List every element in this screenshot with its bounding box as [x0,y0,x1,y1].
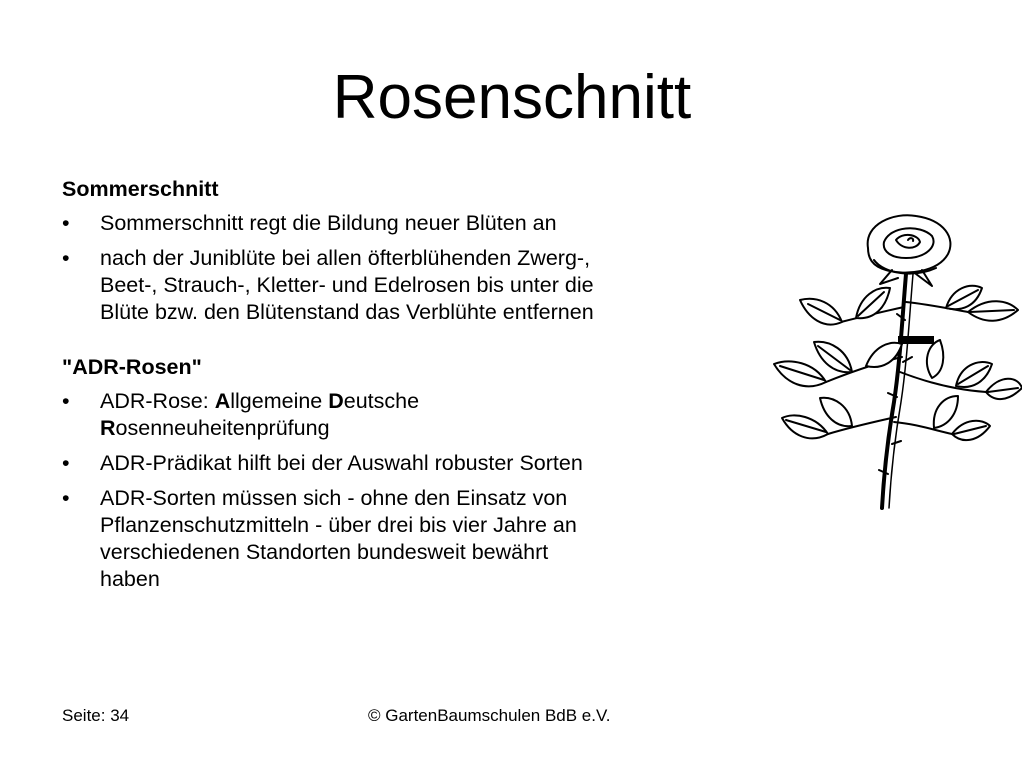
bullet-line: Sommerschnitt regt die Bildung neuer Blüten an [100,211,557,235]
bullet-line: Pflanzenschutzmitteln - über drei bis vier Jahre an [100,513,577,537]
list-item [62,245,782,326]
list-item [62,388,782,442]
footer-copyright: © GartenBaumschulen BdB e.V. [368,706,611,725]
adr-letter-d: D [328,389,344,413]
section-heading-sommerschnitt: Sommerschnitt [62,177,219,201]
bullet-list-adr-rosen [62,388,782,593]
adr-word-rest: osenneuheitenprüfung [115,416,330,440]
bullet-line: verschiedenen Standorten bundesweit bewährt [100,540,549,564]
footer-page-number: Seite: 34 [62,706,130,725]
list-item [62,210,782,237]
adr-word-rest: eutsche [343,389,420,413]
list-item [62,450,782,477]
bullet-line: ADR-Prädikat hilft bei der Auswahl robuster Sorten [100,451,583,475]
adr-word-rest: llgemeine [230,389,329,413]
section-heading-adr-rosen: "ADR-Rosen" [62,355,202,379]
bullet-line: Blüte bzw. den Blütenstand das Verblühte entfernen [100,300,594,324]
bullet-line: Beet-, Strauch-, Kletter- und Edelrosen bis unter die [100,273,594,297]
rose-cutting-illustration [756,212,1022,517]
bullet-list-sommerschnitt [62,210,782,326]
slide-title: Rosenschnitt [332,63,692,132]
bullet-line: haben [100,567,160,591]
slide-content [62,176,782,601]
list-item [62,485,782,593]
adr-letter-r: R [100,416,116,440]
bullet-line: nach der Juniblüte bei allen öfterblühenden Zwerg-, [100,246,591,270]
adr-prefix: ADR-Rose: [100,389,215,413]
adr-letter-a: A [214,389,231,413]
bullet-line: ADR-Sorten müssen sich - ohne den Einsatz von [100,486,568,510]
